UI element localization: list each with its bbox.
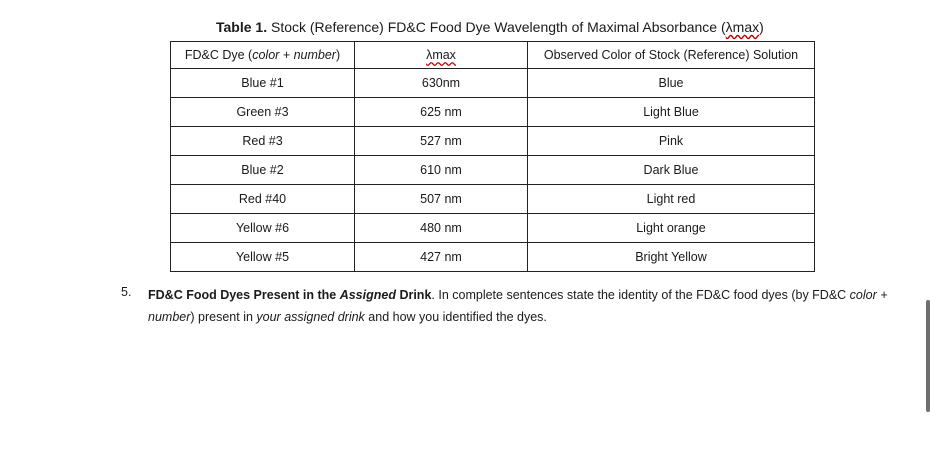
cell-wavelength: 507 nm (355, 185, 528, 214)
question-bold-italic: Assigned (339, 288, 396, 302)
cell-dye: Yellow #5 (171, 243, 355, 272)
header-lambda (355, 42, 528, 69)
table-row (171, 243, 815, 272)
cell-dye: Red #40 (171, 185, 355, 214)
cell-color: Light red (528, 185, 815, 214)
question-italic-1: color + number (148, 288, 888, 324)
cell-color: Bright Yellow (528, 243, 815, 272)
cell-dye: Green #3 (171, 98, 355, 127)
cell-wavelength: 427 nm (355, 243, 528, 272)
header-dye (171, 42, 355, 69)
caption-lambda: λmax (725, 19, 760, 35)
header-dye-italic: color + number (252, 48, 336, 62)
cell-wavelength: 625 nm (355, 98, 528, 127)
question-number: 5. (121, 285, 132, 299)
question-italic-2: your assigned drink (256, 310, 365, 324)
cell-dye: Yellow #6 (171, 214, 355, 243)
dye-table (170, 41, 815, 272)
table-row (171, 98, 815, 127)
caption-label: Table 1. (216, 19, 268, 35)
cell-wavelength: 610 nm (355, 156, 528, 185)
cell-wavelength: 480 nm (355, 214, 528, 243)
cell-color: Dark Blue (528, 156, 815, 185)
cell-color: Light orange (528, 214, 815, 243)
question-text (148, 284, 888, 328)
header-lambda-text: λmax (426, 48, 456, 62)
cell-wavelength: 527 nm (355, 127, 528, 156)
cell-wavelength: 630nm (355, 69, 528, 98)
question-bold-b: Drink (395, 288, 432, 302)
question-text-1: . In complete sentences state the identity of the FD&C food dyes (by FD&C (431, 288, 850, 302)
caption-close: ) (759, 19, 764, 35)
cell-dye: Blue #2 (171, 156, 355, 185)
question-text-3: and how you identified the dyes. (364, 310, 547, 324)
caption-text: Stock (Reference) FD&C Food Dye Wavelength of Maximal Absorbance ( (267, 19, 726, 35)
table-header-row (171, 42, 815, 69)
question-bold-a: FD&C Food Dyes Present in the (148, 288, 340, 302)
scrollbar-thumb[interactable] (926, 300, 930, 412)
table-row (171, 156, 815, 185)
table-row (171, 69, 815, 98)
question-text-2: ) present in (190, 310, 257, 324)
header-dye-suffix: ) (335, 48, 341, 62)
table-row (171, 185, 815, 214)
table-row (171, 214, 815, 243)
cell-color: Pink (528, 127, 815, 156)
cell-dye: Red #3 (171, 127, 355, 156)
table-row (171, 127, 815, 156)
cell-color: Blue (528, 69, 815, 98)
header-color: Observed Color of Stock (Reference) Solution (528, 42, 815, 69)
cell-dye: Blue #1 (171, 69, 355, 98)
table-caption (216, 19, 764, 35)
cell-color: Light Blue (528, 98, 815, 127)
header-dye-prefix: FD&C Dye ( (184, 48, 253, 62)
